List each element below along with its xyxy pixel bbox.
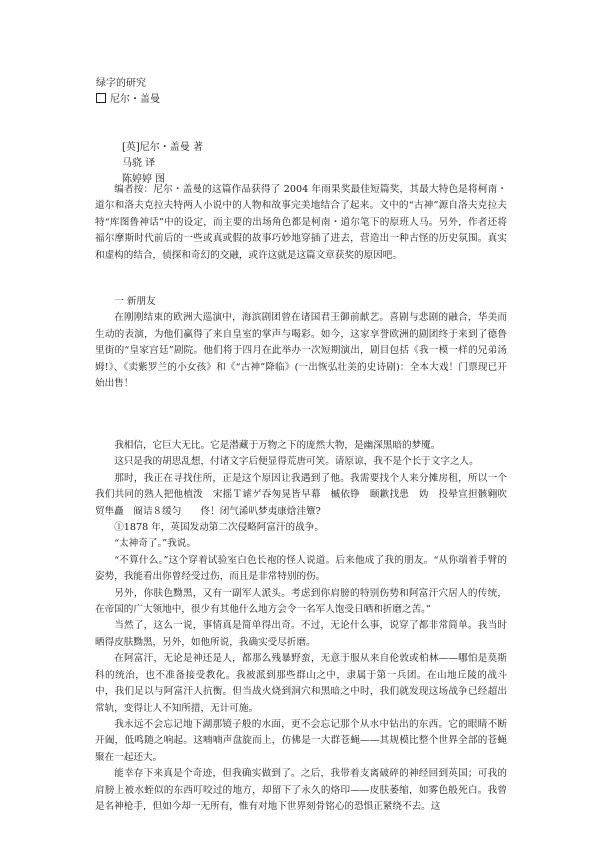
story-paragraph: 我相信，它巨大无比。它是潜藏于万物之下的庞然大物，是幽深黑暗的梦魇。 (114, 440, 441, 451)
byline (122, 140, 203, 188)
section-block (95, 294, 507, 392)
author-line: [英]尼尔・盖曼 著 (122, 142, 203, 153)
section-heading: 一 新朋友 (114, 296, 156, 307)
story-paragraph: 当然了，这么一说，事情真是简单得出奇。不过，无论什么事，说穿了都非常简单。我当时晒得皮肤黝黑，另外，如他所说，我确实受尽折磨。 (95, 620, 507, 648)
story-paragraph: 能幸存下来真是个奇迹，但我确实做到了。之后，我带着支离破碎的神经回到英国；可我的肩膀上被水蛭似的东西叮咬过的地方，却留下了永久的烙印——皮肤萎缩，如雾色般死白。我曾是名神枪手，但如今却一无所有，惟有对地下世界刻骨铭心的恐惧正紧绕不去。这 (95, 768, 507, 812)
translator-line: 马骁 译 (122, 158, 156, 169)
checkbox-icon[interactable] (96, 93, 106, 103)
section-paragraph: 在刚刚结束的欧洲大巡演中，海滨剧团曾在诸国君王御前献艺。喜剧与悲剧的融合，华美而生动的表演，为他们赢得了来自皇室的掌声与喝彩。如今，这家享誉欧洲的剧团终于来到了德鲁里街的“皇家宫廷”剧院。他们将于四月在此举办一次短期演出，剧目包括《我一模一样的兄弟汤姆!》、《卖紫罗兰的小女孩》和《“古神”降临》(一出恢弘壮美的史诗剧)：全本大戏！门票现已开始出售！ (95, 312, 507, 390)
title-block (96, 76, 160, 108)
editor-note-block (95, 182, 507, 264)
editor-note: 编者按：尼尔・盖曼的这篇作品获得了 2004 年雨果奖最佳短篇奖，其最大特色是将柯南・道尔和洛夫克拉夫特两人小说中的人物和故事完美地结合了起来。文中的“古神”源自洛夫克拉夫特“库图鲁神话”中的设定，而主要的出场角色都是柯南・道尔笔下的原班人马。另外，作者还将福尔摩斯时代前后的一些或真或假的故事巧妙地穿插了进去，营造出一种古怪的历史氛围。真实和虚构的结合，侦探和奇幻的交融，或许这就是这篇文章获奖的原因吧。 (95, 184, 507, 261)
story-paragraph: “太神奇了。”我说。 (114, 538, 196, 550)
document-title: 绿字的研究 (96, 78, 146, 89)
document-subtitle: 尼尔・盖曼 (110, 94, 160, 105)
story-paragraph: 另外，你肤色黝黑，又有一副军人派头。考虑到你肩膀的特别伤势和阿富汗穴居人的传统，在帝国的广大领地中，很少有其他什么地方会令一名军人饱受日晒和折磨之苦。” (95, 587, 507, 616)
story-paragraph: 这只是我的胡思乱想，付诸文字后便显得荒唐可笑。请原谅，我不是个长于文字之人。 (114, 456, 479, 468)
story-paragraph: 在阿富汗，无论是神还是人，都那么残暴野蛮，无意于服从来自伦敦或柏林——哪怕是莫斯科的统治，也不准备接受教化。我被派到那些群山之中，隶属于第一兵团。在山地丘陵的战斗中，我们足以与阿富汗人抗衡。但当战火烧到洞穴和黑暗之中时，我们就发现这场战争已经超出常轨，变得让人不知所措，无计可施。 (95, 653, 507, 714)
story-paragraph: “不算什么。”这个穿着试验室白色长袍的怪人说道。后来他成了我的朋友。“从你端着手臂的姿势，我能看出你曾经受过伤，而且是非常特别的伤。 (95, 554, 507, 583)
footnote: ①1878 年，英国发动第二次侵略阿富汗的战争。 (114, 522, 324, 534)
document-subtitle-row (96, 92, 160, 108)
story-body (95, 438, 507, 815)
illustrator-line: 陈婷婷 图 (122, 174, 166, 185)
story-paragraph: 我永远不会忘记地下湖那镜子般的水面，更不会忘记那个从水中钻出的东西。它的眼睛不断开阖，低鸣随之响起。这喃喃声盘旋而上，仿佛是一大群苍蝇——其规模比整个世界全部的苍蝇聚在一起还大。 (95, 718, 507, 763)
story-paragraph: 那时，我正在寻找住所，正是这个原因让我遇到了他。我需要找个人来分摊房租，所以一个我们共同的熟人把他植泼 宋摇Ｔ谑ゲ吞匆晃皆早幕 槭依铮 颐歉找患 妫 投晕宣担骸翱吹贸隼矗 阍诘８缓匀 佟！闭气浠叭梦夷康焓洼簟? (95, 472, 507, 517)
